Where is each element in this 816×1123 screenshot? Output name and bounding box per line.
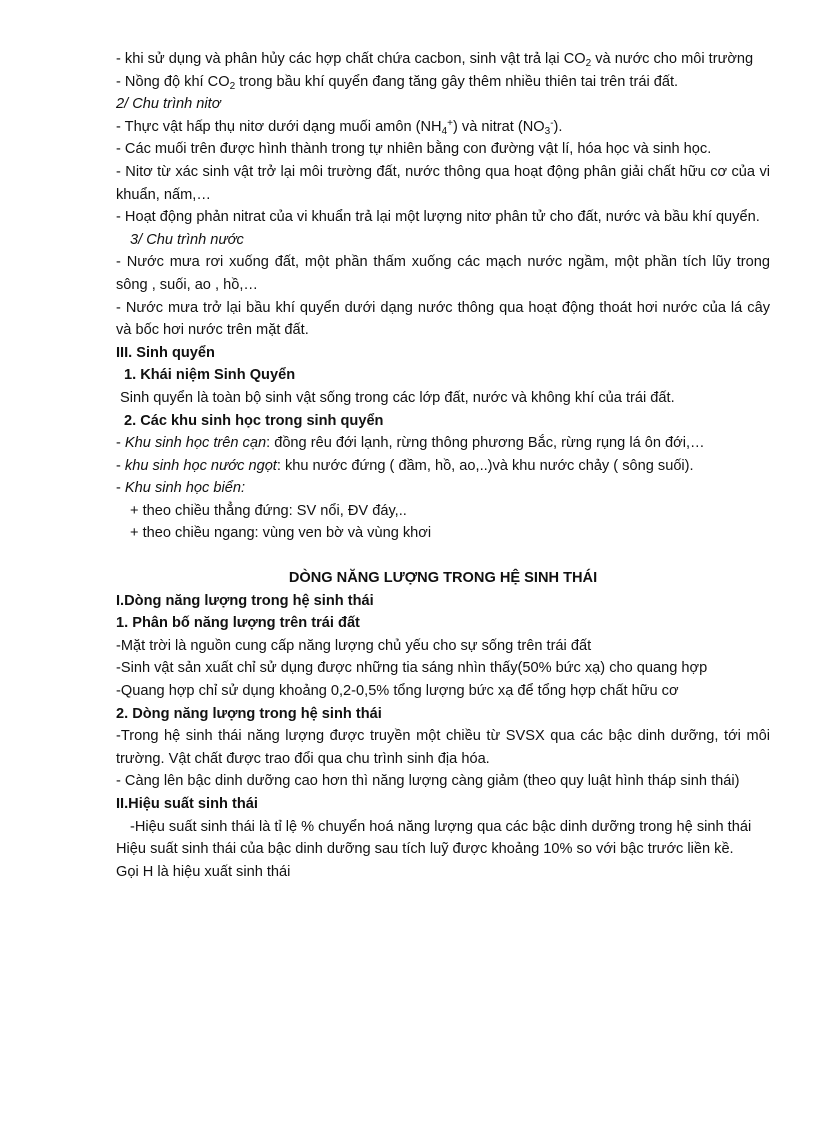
land-biome-line: - Khu sinh học trên cạn: đồng rêu đới lạnh, rừng thông phương Bắc, rừng rụng lá ôn đới,… xyxy=(116,435,705,452)
biosphere-sub-1: 1. Khái niệm Sinh Quyển xyxy=(124,367,296,384)
energy-sub2-line-1: -Trong hệ sinh thái năng lượng được truyền một chiều từ SVSX qua các bậc dinh dưỡng, tới môi trường. Vật chất được trao đổi qua chu trình sinh địa hóa. xyxy=(116,728,770,767)
efficiency-line-1: -Hiệu suất sinh thái là tỉ lệ % chuyển hoá năng lượng qua các bậc dinh dưỡng trong hệ sinh thái xyxy=(130,818,752,835)
biosphere-sub-2: 2. Các khu sinh học trong sinh quyển xyxy=(124,412,384,429)
biosphere-heading: III. Sinh quyển xyxy=(116,344,215,361)
nitrogen-line-2: - Các muối trên được hình thành trong tự nhiên bằng con đường vật lí, hóa học và sinh học. xyxy=(116,141,712,158)
nitrogen-line-3: - Nitơ từ xác sinh vật trở lại môi trường đất, nước thông qua hoạt động phân giải chất hữu cơ của vi khuẩn, nấm,… xyxy=(116,163,770,203)
energy-title: DÒNG NĂNG LƯỢNG TRONG HỆ SINH THÁI xyxy=(288,570,598,587)
carbon-line-2: - Nồng độ khí $CO_2$ trong bầu khí quyển đang tăng gây thêm nhiều thiên tai trên trái đất. xyxy=(116,73,679,92)
sea-biome-vertical: + theo chiều thẳng đứng: SV nổi, ĐV đáy,.. xyxy=(130,502,407,519)
energy-sub2-line-2: - Càng lên bậc dinh dưỡng cao hơn thì năng lượng càng giảm (theo quy luật hình tháp sinh thái) xyxy=(116,773,740,790)
nitrogen-heading: 2/ Chu trình nitơ xyxy=(116,96,221,113)
nitrogen-line-1: - Thực vật hấp thụ nitơ dưới dạng muối amôn $(NH_4^+)$ và nitrat $(NO_3^-)$. xyxy=(116,117,563,137)
sea-biome-line: - Khu sinh học biển: xyxy=(116,480,246,497)
nitrogen-line-4: - Hoạt động phản nitrat của vi khuẩn trả lại một lượng nitơ phân tử cho đất, nước và bầu khí quyển. xyxy=(116,209,760,226)
energy-sub-2: 2. Dòng năng lượng trong hệ sinh thái xyxy=(116,705,382,722)
energy-sub1-line-1: -Mặt trời là nguồn cung cấp năng lượng chủ yếu cho sự sống trên trái đất xyxy=(116,637,592,654)
sea-biome-horizontal: + theo chiều ngang: vùng ven bờ và vùng khơi xyxy=(130,525,432,542)
energy-sub-1: 1. Phân bố năng lượng trên trái đất xyxy=(116,615,360,632)
water-line-1: - Nước mưa rơi xuống đất, một phần thấm xuống các mạch nước ngầm, một phần tích lũy trong sông , suối, ao , hồ,… xyxy=(116,254,770,293)
biosphere-definition: Sinh quyển là toàn bộ sinh vật sống trong các lớp đất, nước và không khí của trái đất. xyxy=(120,389,675,406)
energy-sub1-line-3: -Quang hợp chỉ sử dụng khoảng 0,2-0,5% tổng lượng bức xạ để tổng hợp chất hữu cơ xyxy=(116,683,679,700)
water-line-2: - Nước mưa trở lại bầu khí quyển dưới dạng nước thông qua hoạt động thoát hơi nước của lá cây và bốc hơi nước trên mặt đất. xyxy=(116,299,770,339)
carbon-line-1: - khi sử dụng và phân hủy các hợp chất chứa cacbon, sinh vật trả lại $CO_2$ và nước cho môi trường xyxy=(116,51,754,69)
efficiency-line-3: Gọi H là hiệu xuất sinh thái xyxy=(116,863,291,880)
efficiency-line-2: Hiệu suất sinh thái của bậc dinh dưỡng sau tích luỹ được khoảng 10% so với bậc trước liền kề. xyxy=(116,841,734,858)
energy-heading-2: II.Hiệu suất sinh thái xyxy=(116,796,258,812)
freshwater-biome-line: - khu sinh học nước ngọt: khu nước đứng ( đầm, hồ, ao,..)và khu nước chảy ( sông suối). xyxy=(116,457,694,474)
water-heading: 3/ Chu trình nước xyxy=(130,231,244,248)
energy-heading-1: I.Dòng năng lượng trong hệ sinh thái xyxy=(116,592,374,609)
energy-sub1-line-2: -Sinh vật sản xuất chỉ sử dụng được những tia sáng nhìn thấy(50% bức xạ) cho quang hợp xyxy=(116,660,708,677)
document-page xyxy=(116,48,770,883)
